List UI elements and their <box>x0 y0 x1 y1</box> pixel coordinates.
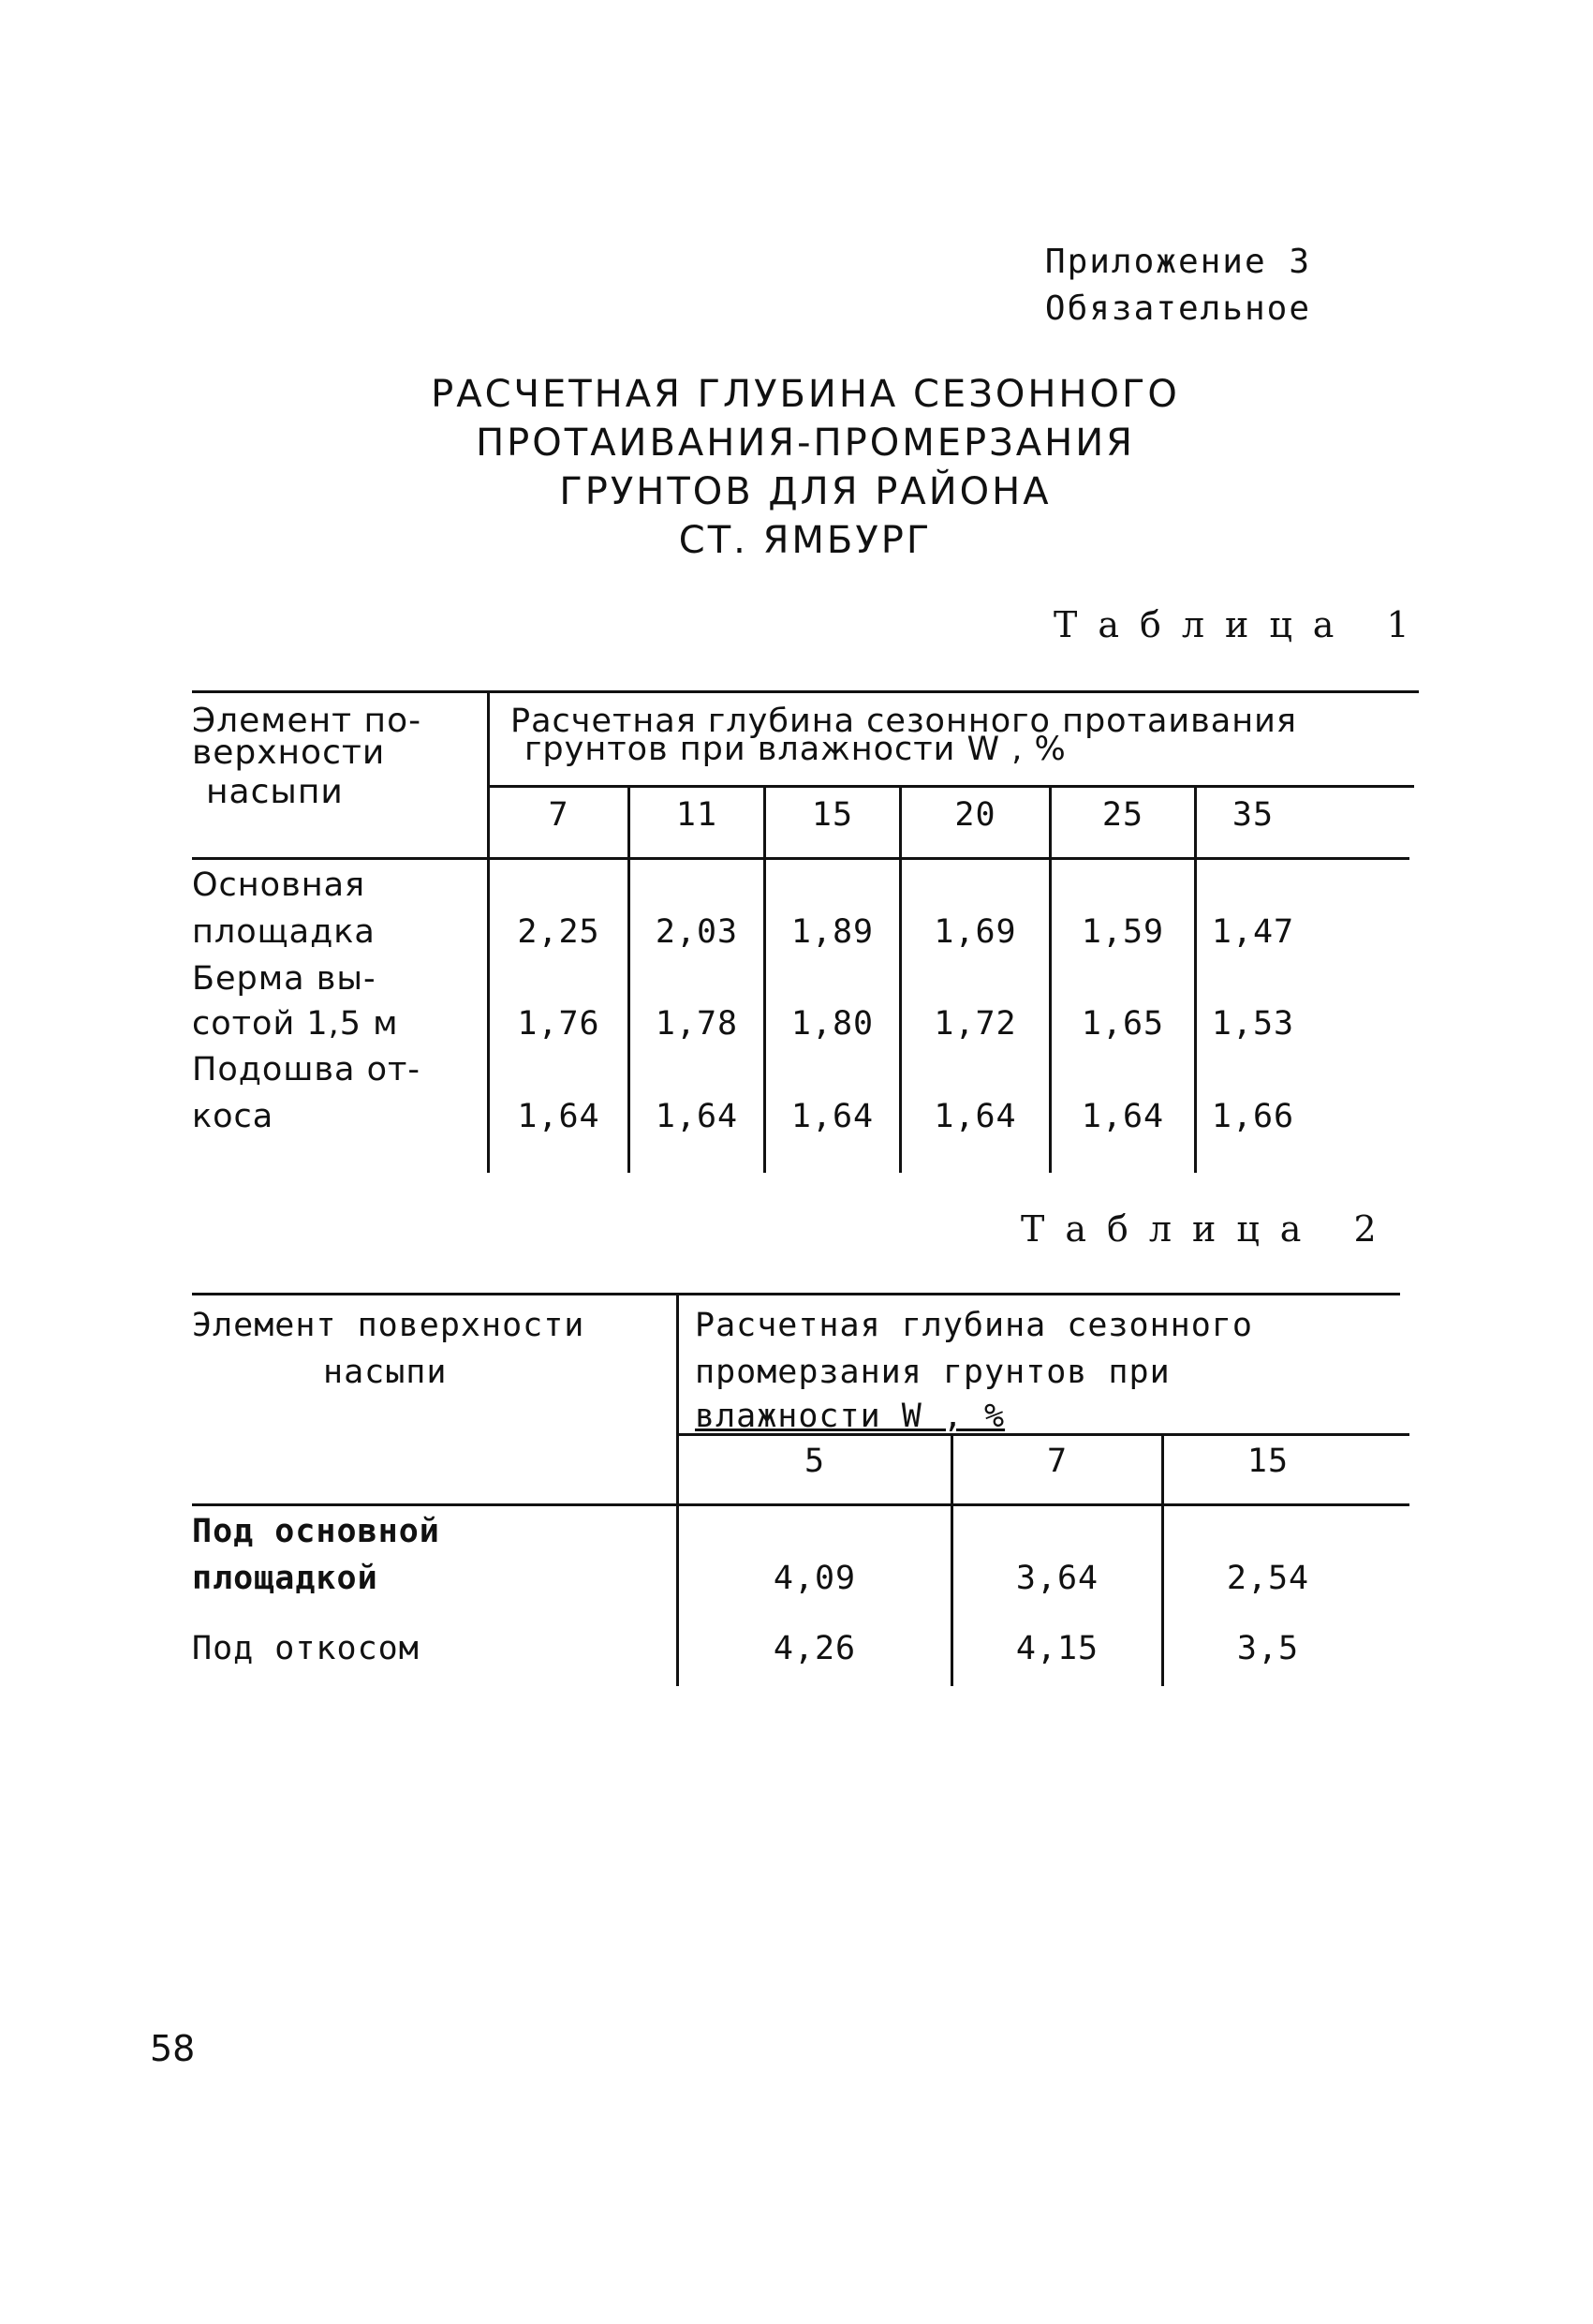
table1-cell: 1,89 <box>790 913 875 951</box>
table2-rowhead-line1: Элемент поверхности <box>192 1307 585 1344</box>
table1-cell: 1,47 <box>1211 913 1295 951</box>
appendix-number: Приложение 3 <box>1044 243 1311 281</box>
appendix-label <box>1030 239 1311 333</box>
table1-cell: 1,53 <box>1211 1005 1295 1043</box>
table2-col-header: 15 <box>1246 1443 1290 1480</box>
table1-cell: 1,72 <box>934 1005 1017 1043</box>
table2-body-rule <box>192 1503 1409 1506</box>
table1-cell: 2,03 <box>655 913 739 951</box>
table2-col-header: 5 <box>804 1443 826 1480</box>
table1-cell: 2,25 <box>517 913 600 951</box>
appendix-status: Обязательное <box>1044 289 1311 328</box>
table2-cell: 3,64 <box>1015 1560 1099 1597</box>
table2-row-label: площадкой <box>192 1560 378 1597</box>
table1-cell: 1,64 <box>1081 1098 1165 1135</box>
title-line-1: РАСЧЕТНАЯ ГЛУБИНА СЕЗОННОГО <box>431 373 1180 416</box>
table1-cell: 1,64 <box>517 1098 600 1135</box>
table1-header-rule <box>487 785 1414 788</box>
table2-top-rule <box>192 1293 1400 1295</box>
table1-caption: Таблица 1 <box>1054 604 1430 645</box>
table2-cell: 2,54 <box>1226 1560 1310 1597</box>
table2-cell: 4,15 <box>1015 1630 1099 1667</box>
table1-cell: 1,80 <box>790 1005 875 1043</box>
table1-body-rule <box>192 857 1409 860</box>
table2-divider <box>676 1293 679 1686</box>
page-number: 58 <box>150 2028 196 2069</box>
table2-cell: 3,5 <box>1236 1630 1300 1667</box>
table1-row-label: площадка <box>192 913 376 951</box>
table1-row-label: Основная <box>192 866 366 904</box>
table1-col-header: 7 <box>548 796 569 834</box>
table1-group-header-line1: Расчетная глубина сезонного протаивания <box>510 703 1297 740</box>
title-line-3: ГРУНТОВ ДЛЯ РАЙОНА <box>559 470 1052 513</box>
table1-row-label: Берма вы- <box>192 960 376 998</box>
table2-row-label: Под основной <box>192 1513 440 1550</box>
table2-cell: 4,26 <box>773 1630 857 1667</box>
table2-group-header-line2: промерзания грунтов при <box>695 1354 1171 1391</box>
table1-cell: 1,64 <box>790 1098 875 1135</box>
table1-cell: 1,65 <box>1081 1005 1165 1043</box>
table2-group-header-line3: влажности W , % <box>695 1398 1006 1435</box>
table1-row-label: Подошва от- <box>192 1051 421 1088</box>
table2-col-header: 7 <box>1046 1443 1069 1480</box>
title-line-4: СТ. ЯМБУРГ <box>678 519 933 562</box>
table1-cell: 1,59 <box>1081 913 1165 951</box>
table2-group-header-line1: Расчетная глубина сезонного <box>695 1307 1253 1344</box>
table1-col-header: 25 <box>1101 796 1144 834</box>
table1-col-header: 15 <box>811 796 854 834</box>
table1-rowhead-line3: насыпи <box>206 773 344 811</box>
table2-cell: 4,09 <box>773 1560 857 1597</box>
table1-rowhead-line1: Элемент по- <box>192 702 422 740</box>
table1-cell: 1,69 <box>934 913 1017 951</box>
table1-col-header: 11 <box>675 796 718 834</box>
table2-row-label: Под откосом <box>192 1630 420 1667</box>
table1-top-rule <box>192 690 1419 693</box>
table1-cell: 1,64 <box>934 1098 1017 1135</box>
table1-col-header: 20 <box>954 796 996 834</box>
table2-caption: Таблица 2 <box>1021 1208 1397 1250</box>
table2-rowhead-line2: насыпи <box>323 1354 448 1391</box>
page-title <box>356 370 1255 565</box>
table1-cell: 1,64 <box>655 1098 739 1135</box>
table1-cell: 1,76 <box>517 1005 600 1043</box>
table1-row-label: коса <box>192 1098 274 1135</box>
table1-row-label: сотой 1,5 м <box>192 1005 399 1043</box>
table1-cell: 1,66 <box>1211 1098 1295 1135</box>
table1-cell: 1,78 <box>655 1005 739 1043</box>
title-line-2: ПРОТАИВАНИЯ-ПРОМЕРЗАНИЯ <box>476 422 1135 465</box>
table1-rowhead-line2: верхности <box>192 733 386 772</box>
table1-col-header: 35 <box>1232 796 1275 834</box>
table1-group-header-line2: грунтов при влажности W , % <box>524 731 1067 768</box>
